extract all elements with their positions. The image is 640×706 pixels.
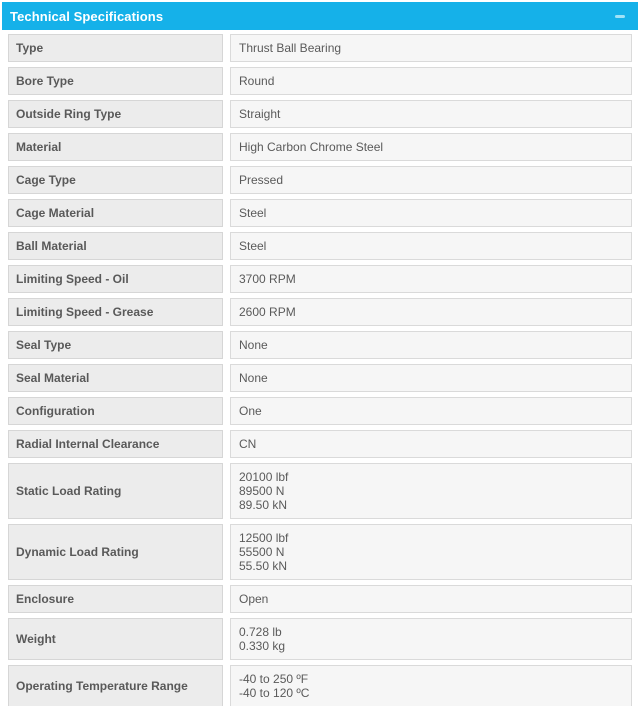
spec-value-line: 55500 N	[239, 545, 285, 559]
spec-value-line: 2600 RPM	[239, 305, 296, 319]
spec-row	[8, 166, 632, 194]
spec-value-line: -40 to 120 ºC	[239, 686, 310, 700]
spec-value	[230, 298, 632, 326]
spec-label: Configuration	[8, 397, 223, 425]
spec-row	[8, 232, 632, 260]
spec-label: Radial Internal Clearance	[8, 430, 223, 458]
spec-value-line: Thrust Ball Bearing	[239, 41, 342, 55]
spec-value	[230, 100, 632, 128]
spec-label: Static Load Rating	[8, 463, 223, 519]
spec-value	[230, 34, 632, 62]
panel-title: Technical Specifications	[10, 8, 164, 24]
spec-label: Weight	[8, 618, 223, 660]
spec-value	[230, 618, 632, 660]
spec-value	[230, 166, 632, 194]
spec-row	[8, 430, 632, 458]
spec-row	[8, 331, 632, 359]
spec-row	[8, 199, 632, 227]
spec-row	[8, 665, 632, 706]
spec-label: Seal Material	[8, 364, 223, 392]
spec-value-line: 20100 lbf	[239, 470, 289, 484]
spec-value-line: 89.50 kN	[239, 498, 288, 512]
spec-row	[8, 618, 632, 660]
spec-value	[230, 199, 632, 227]
spec-value-line: 3700 RPM	[239, 272, 296, 286]
spec-label: Seal Type	[8, 331, 223, 359]
spec-label: Dynamic Load Rating	[8, 524, 223, 580]
spec-label: Limiting Speed - Grease	[8, 298, 223, 326]
panel-header	[2, 2, 638, 30]
spec-value-line: 0.728 lb	[239, 625, 282, 639]
spec-value-line: Open	[239, 592, 269, 606]
spec-label: Outside Ring Type	[8, 100, 223, 128]
spec-label: Type	[8, 34, 223, 62]
spec-value-line: Steel	[239, 206, 267, 220]
spec-value	[230, 67, 632, 95]
spec-value-line: None	[239, 338, 268, 352]
spec-row	[8, 364, 632, 392]
spec-value-line: 12500 lbf	[239, 531, 289, 545]
spec-value-line: 0.330 kg	[239, 639, 286, 653]
spec-row	[8, 585, 632, 613]
spec-value-line: 55.50 kN	[239, 559, 288, 573]
spec-value-line: 89500 N	[239, 484, 285, 498]
spec-label: Cage Type	[8, 166, 223, 194]
spec-value	[230, 397, 632, 425]
spec-value	[230, 133, 632, 161]
spec-row	[8, 67, 632, 95]
spec-row	[8, 265, 632, 293]
spec-value-line: None	[239, 371, 268, 385]
spec-value	[230, 585, 632, 613]
spec-value-line: CN	[239, 437, 257, 451]
spec-value	[230, 665, 632, 706]
spec-row	[8, 397, 632, 425]
spec-label: Material	[8, 133, 223, 161]
minimize-button[interactable]	[612, 8, 628, 24]
spec-label: Enclosure	[8, 585, 223, 613]
spec-row	[8, 34, 632, 62]
spec-value-line: High Carbon Chrome Steel	[239, 140, 384, 154]
spec-value-line: Straight	[239, 107, 281, 121]
spec-value-line: Round	[239, 74, 275, 88]
spec-value	[230, 524, 632, 580]
spec-row	[8, 133, 632, 161]
spec-value-line: -40 to 250 ºF	[239, 672, 309, 686]
spec-label: Cage Material	[8, 199, 223, 227]
spec-value-line: One	[239, 404, 262, 418]
spec-label: Limiting Speed - Oil	[8, 265, 223, 293]
spec-row	[8, 100, 632, 128]
minus-icon	[615, 15, 625, 18]
spec-label: Operating Temperature Range	[8, 665, 223, 706]
spec-value	[230, 331, 632, 359]
spec-label: Ball Material	[8, 232, 223, 260]
spec-row	[8, 298, 632, 326]
spec-value	[230, 463, 632, 519]
spec-table	[8, 34, 632, 706]
spec-row	[8, 524, 632, 580]
spec-value	[230, 364, 632, 392]
spec-value	[230, 430, 632, 458]
spec-value-line: Pressed	[239, 173, 284, 187]
spec-row	[8, 463, 632, 519]
spec-value	[230, 232, 632, 260]
spec-label: Bore Type	[8, 67, 223, 95]
spec-value-line: Steel	[239, 239, 267, 253]
spec-value	[230, 265, 632, 293]
